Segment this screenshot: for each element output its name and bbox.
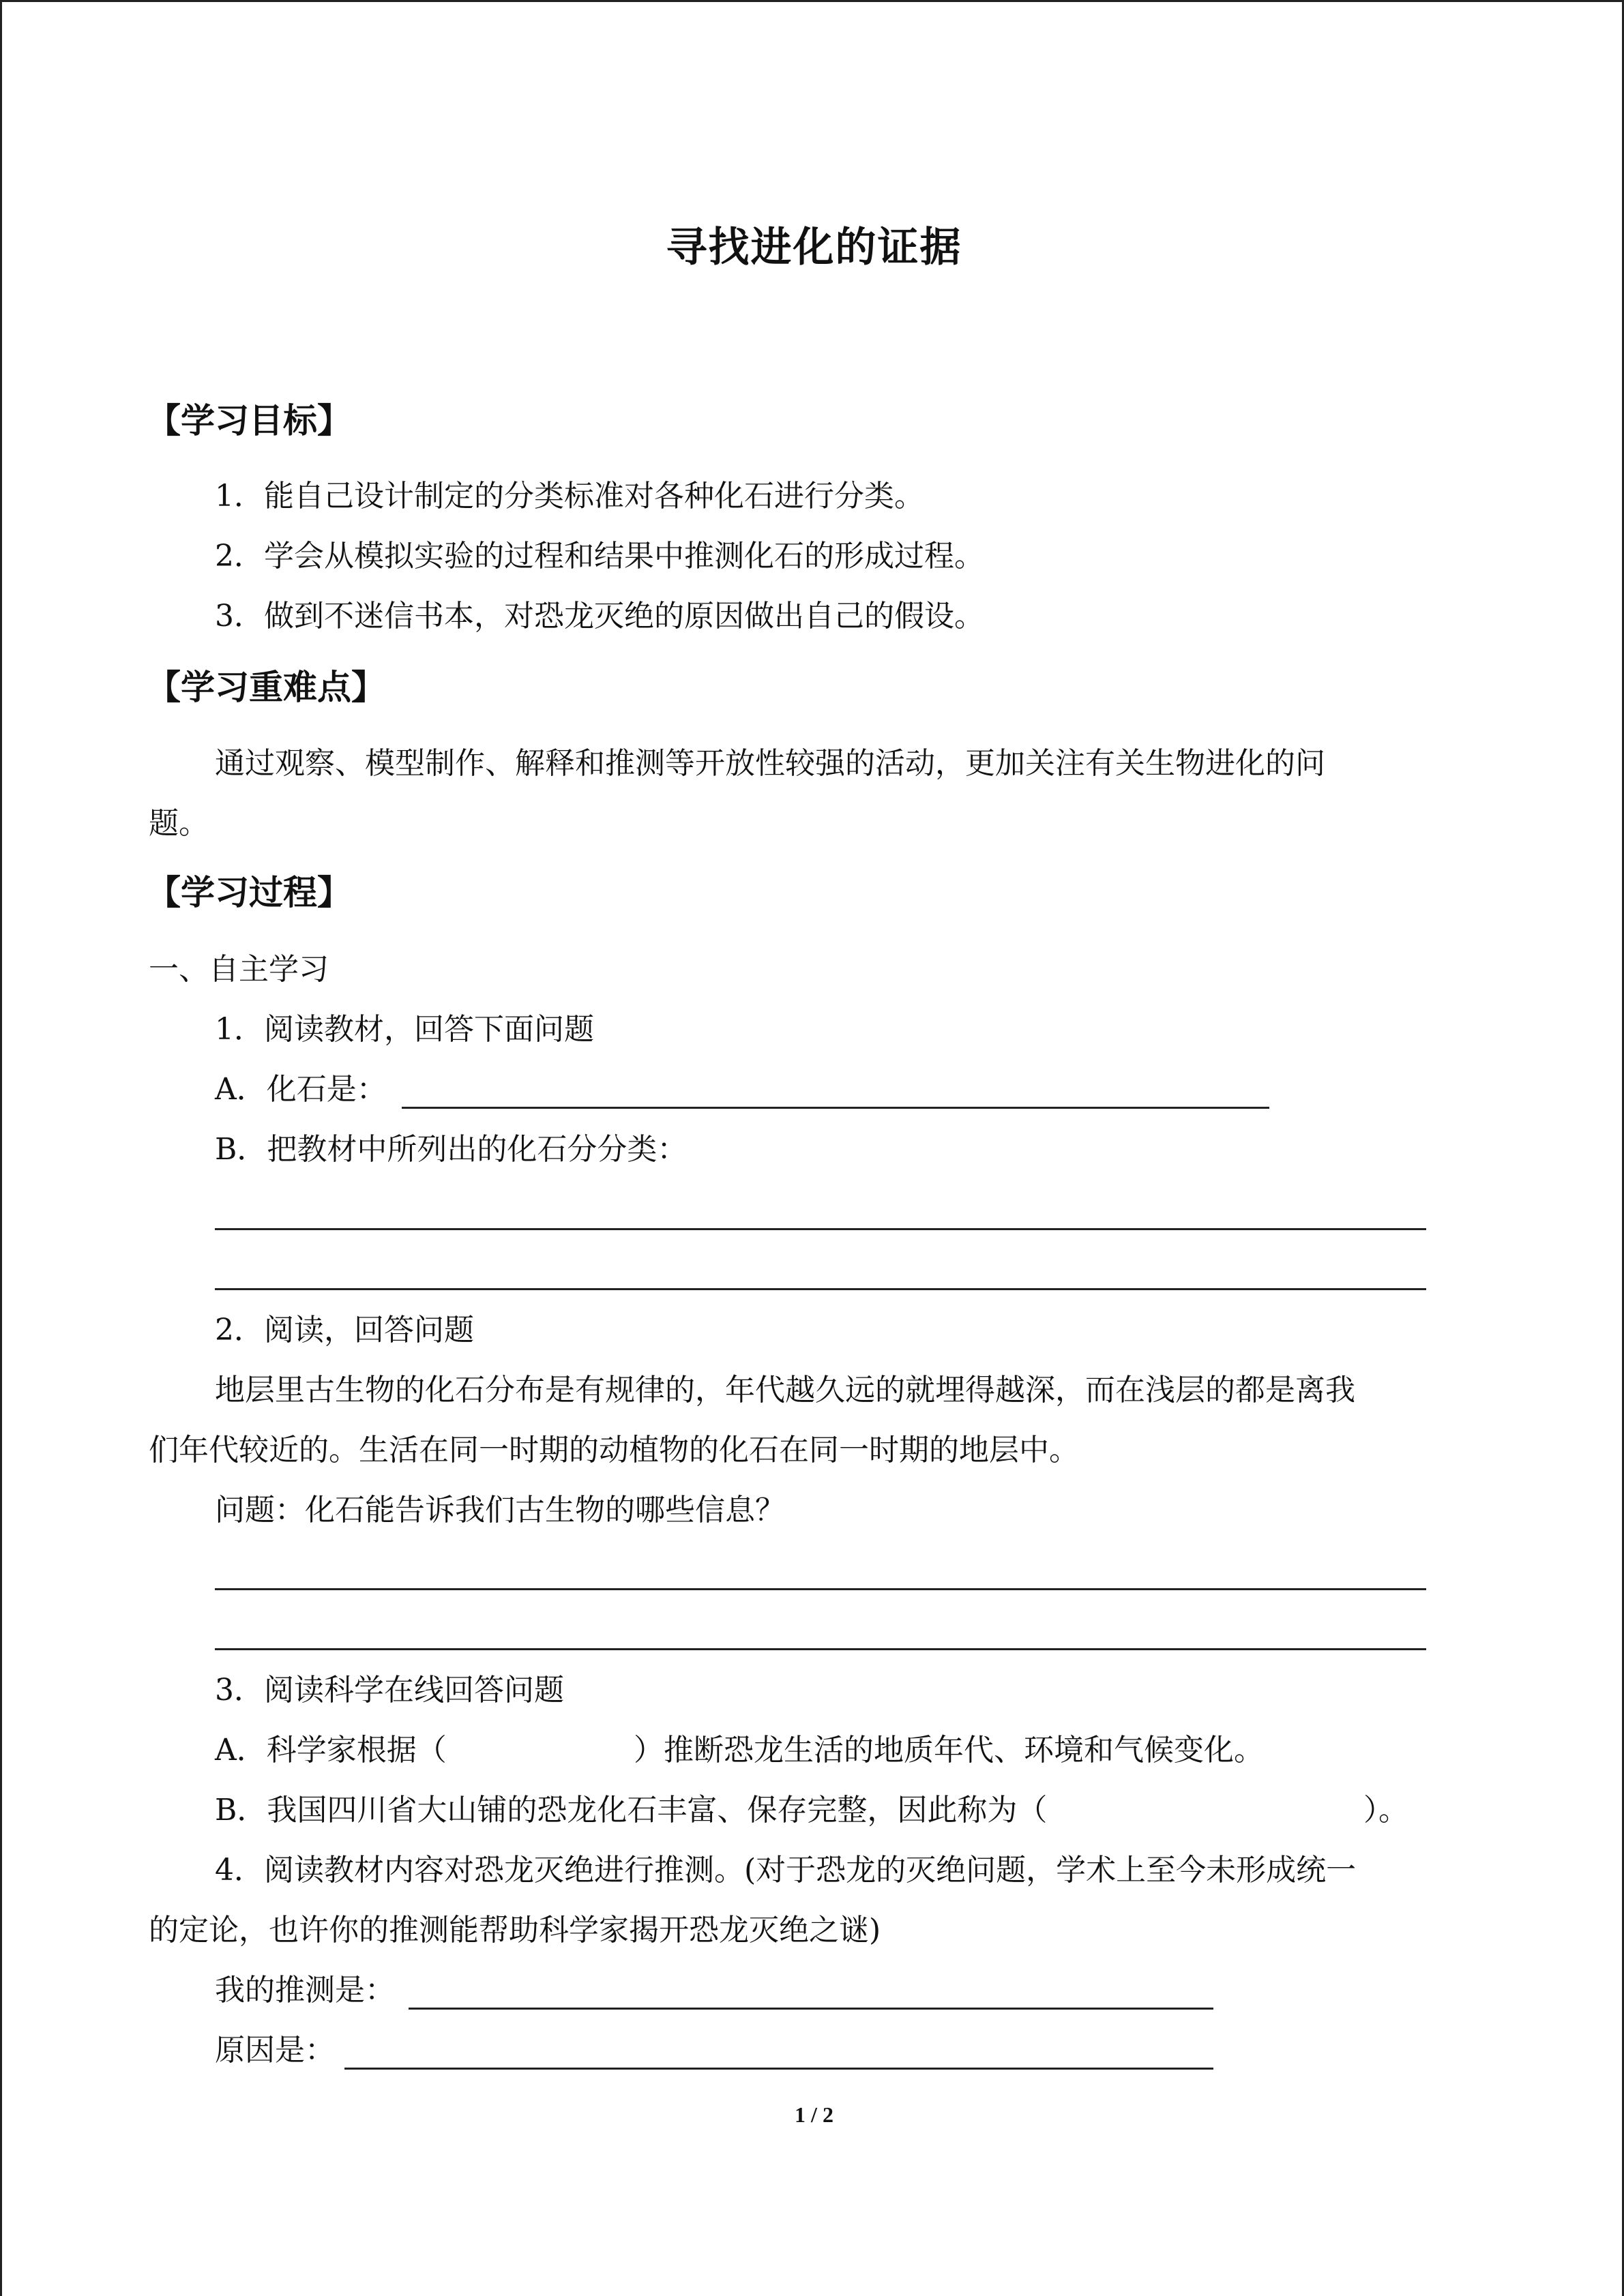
section-heading-objectives: 【学习目标】	[147, 401, 351, 441]
question-2-question: 问题：化石能告诉我们古生物的哪些信息？	[215, 1493, 785, 1527]
question-1b-label: B．把教材中所列出的化石分分类：	[215, 1132, 688, 1167]
question-2-paragraph-line-1: 地层里古生物的化石分布是有规律的，年代越久远的就埋得越深，而在浅层的都是离我	[215, 1373, 1355, 1407]
question-1a-label: A．化石是：	[215, 1072, 387, 1107]
question-3a-prefix: A．科学家根据（	[215, 1733, 447, 1768]
question-2-paragraph-line-2: 们年代较近的。生活在同一时期的动植物的化石在同一时期的地层中。	[149, 1433, 1079, 1467]
question-3b-suffix: ）。	[1363, 1793, 1408, 1828]
answer-line-1a[interactable]	[402, 1107, 1269, 1109]
question-3a-suffix: ）推断恐龙生活的地质年代、环境和气候变化。	[634, 1733, 1264, 1768]
objective-item-1: 1．能自己设计制定的分类标准对各种化石进行分类。	[215, 479, 924, 513]
objective-item-2: 2．学会从模拟实验的过程和结果中推测化石的形成过程。	[215, 539, 984, 573]
question-4-guess-label: 我的推测是：	[215, 1973, 395, 2008]
section-heading-process: 【学习过程】	[147, 873, 351, 912]
answer-line-2-1[interactable]	[215, 1588, 1426, 1590]
question-4-line-1: 4．阅读教材内容对恐龙灭绝进行推测。(对于恐龙的灭绝问题，学术上至今未形成统一	[215, 1853, 1357, 1888]
question-1-title: 1．阅读教材，回答下面问题	[215, 1012, 594, 1047]
answer-line-2-2[interactable]	[215, 1648, 1426, 1650]
key-points-line-1: 通过观察、模型制作、解释和推测等开放性较强的活动，更加关注有关生物进化的问	[215, 746, 1325, 781]
key-points-line-2: 题。	[149, 806, 209, 841]
part-self-study: 一、自主学习	[149, 952, 329, 987]
section-heading-key-points: 【学习重难点】	[147, 668, 385, 707]
question-2-title: 2．阅读，回答问题	[215, 1313, 474, 1347]
answer-line-4-guess[interactable]	[409, 2008, 1213, 2010]
question-4-reason-label: 原因是：	[215, 2033, 335, 2068]
answer-line-1b-2[interactable]	[215, 1288, 1426, 1290]
page-title: 寻找进化的证据	[666, 224, 962, 271]
page-number: 1 / 2	[795, 2102, 833, 2127]
answer-line-4-reason[interactable]	[344, 2068, 1213, 2070]
question-3b-prefix: B．我国四川省大山铺的恐龙化石丰富、保存完整，因此称为（	[215, 1793, 1048, 1828]
question-3-title: 3．阅读科学在线回答问题	[215, 1673, 564, 1708]
question-4-line-2: 的定论，也许你的推测能帮助科学家揭开恐龙灭绝之谜)	[149, 1913, 881, 1948]
answer-line-1b-1[interactable]	[215, 1228, 1426, 1230]
objective-item-3: 3．做到不迷信书本，对恐龙灭绝的原因做出自己的假设。	[215, 599, 984, 633]
